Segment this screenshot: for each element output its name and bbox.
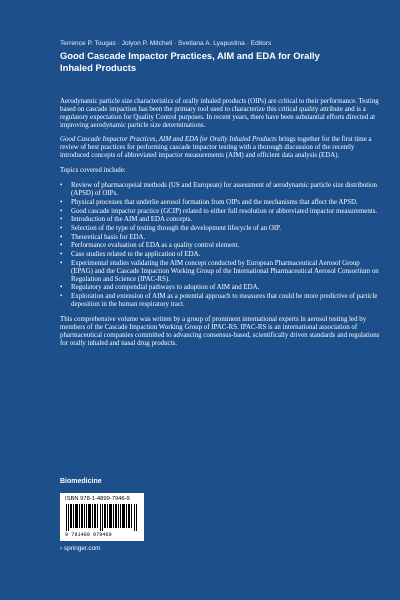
topics-list	[60, 182, 382, 309]
isbn-barcode-panel	[60, 493, 144, 541]
topic-item: • Selection of the type of testing through the development lifecycle of an OIP.	[60, 225, 382, 233]
description-paragraph-2	[60, 136, 382, 160]
description-body	[60, 98, 382, 355]
topic-item: • Good cascade impactor practice (GCIP) related to either full resolution or abbreviated impactor measurements.	[60, 208, 382, 216]
topic-item: • Case studies related to the application of EDA.	[60, 251, 382, 259]
editors-role: Editors	[250, 40, 272, 47]
topic-item: • Exploration and extension of AIM as a potential approach to measures that could be more predictive of particle deposition in the human respiratory tract.	[60, 293, 382, 309]
subject-category: Biomedicine	[60, 478, 102, 485]
barcode-digits: 9 781489 979469	[65, 532, 112, 538]
editors-line	[60, 40, 380, 48]
topics-intro: Topics covered include:	[60, 167, 126, 175]
topic-item: • Introduction of the AIM and EDA concepts.	[60, 216, 382, 224]
topic-item: • Physical processes that underlie aerosol formation from OIPs and the mechanisms that affect the APSD.	[60, 199, 382, 207]
editor-names: Terrence P. Tougas · Jolyon P. Mitchell · Svetlana A. Lyapustina	[60, 40, 245, 47]
cover-header	[60, 40, 380, 73]
isbn-text: ISBN 978-1-4899-7946-9	[65, 496, 130, 502]
publisher-website[interactable]: › springer.com	[60, 545, 101, 552]
editors-separator: ·	[246, 40, 251, 47]
topic-item: • Theoretical basis for EDA.	[60, 234, 382, 242]
topic-item: • Experimental studies validating the AIM concept conducted by European Pharmaceutical Aerosol Group (EPAG) and the Cascade Impaction Working Group of the International Pharmaceutical Aerosol Consortium on Regulation and Science (IPAC-RS).	[60, 260, 382, 284]
barcode-graphic	[66, 504, 138, 531]
description-paragraph-1: Aerodynamic particle size characteristics of orally inhaled products (OIPs) are critical to their performance. Testing based on cascade impaction has been the primary tool used to characterize this critical quality attribute and is a regulatory expectation for Quality Control purposes. In recent years, there have been substantial efforts directed at improving aerodynamic particle size determinations.	[60, 98, 379, 130]
book-title-italic: Good Cascade Impactor Practices, AIM and EDA for Orally Inhaled Products	[60, 136, 277, 144]
closing-paragraph: This comprehensive volume was written by a group of prominent international experts in aerosol testing led by members of the Cascade Impaction Working Group of IPAC-RS. IPAC-RS is an international association of pharmaceutical companies committed to advancing consensus-based, scientifically driven standards and regulations for orally inhaled and nasal drug products.	[60, 316, 380, 348]
topic-item: • Review of pharmacopeial methods (US and European) for assessment of aerodynamic particle size distribution (APSD) of OIPs.	[60, 182, 382, 198]
description-paragraph-2-text: brings together for the first time a review of best practices for performing cascade impactor testing with a thorough discussion of the recently introduced concepts of abbreviated impactor measurements (AIM) and efficient data analysis (EDA).	[60, 136, 372, 160]
book-title: Good Cascade Impactor Practices, AIM and EDA for Orally Inhaled Products	[60, 50, 320, 73]
topic-item: • Performance evaluation of EDA as a quality control element.	[60, 242, 382, 250]
topic-item: • Regulatory and compendial pathways to adoption of AIM and EDA.	[60, 284, 382, 292]
